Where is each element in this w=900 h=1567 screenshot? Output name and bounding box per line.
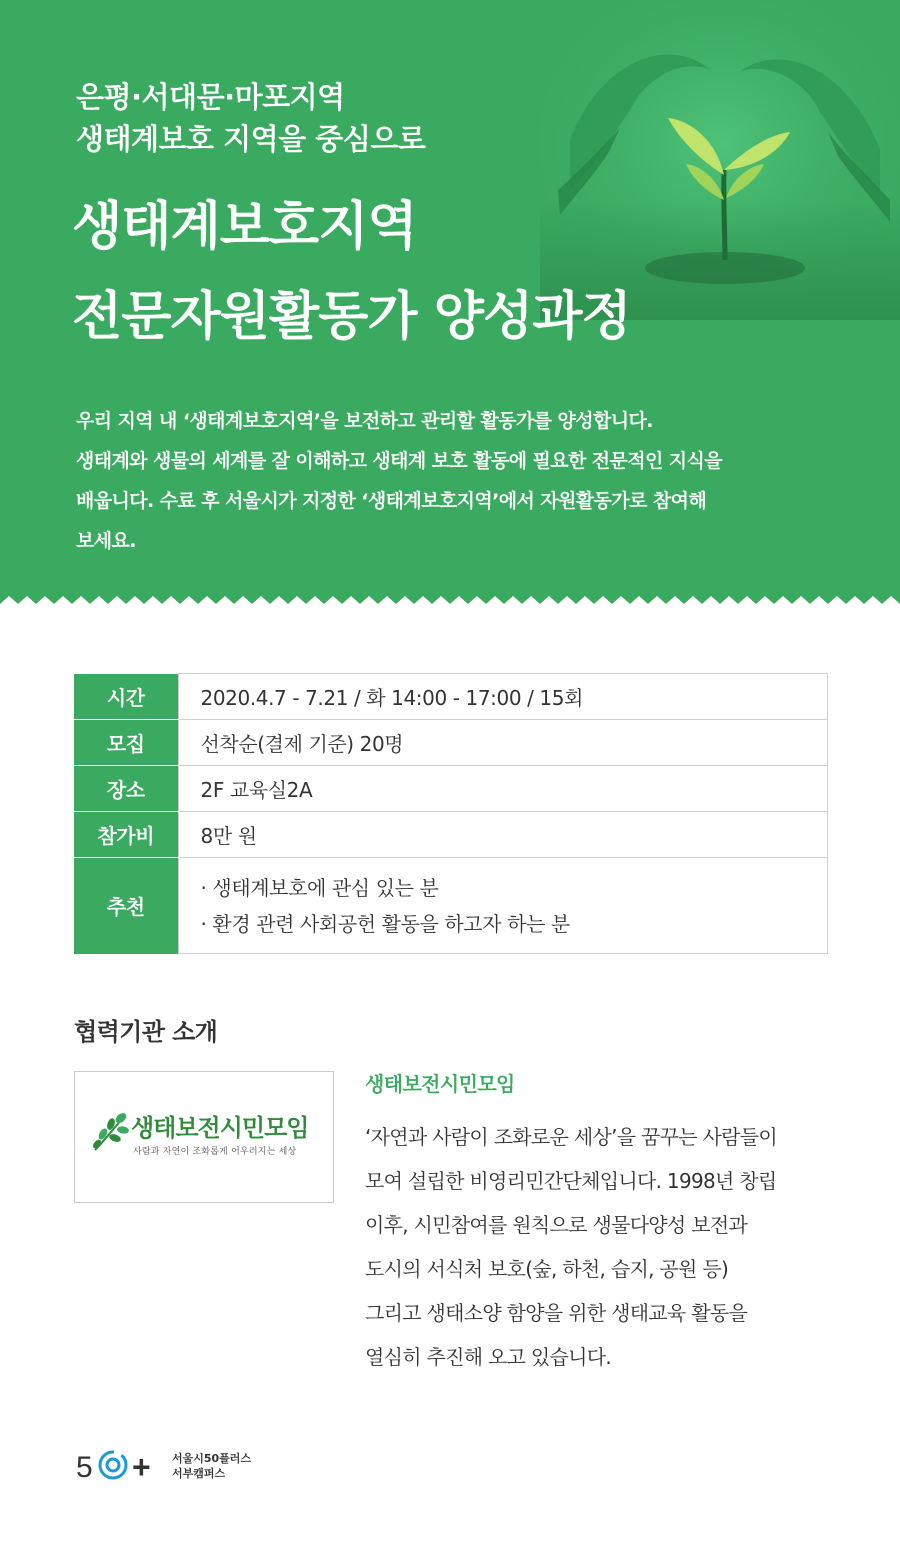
logo-wordmark: 생태보전시민모임 (131, 1114, 309, 1142)
info-row-time (74, 674, 828, 720)
logo-digit: 5 (76, 1451, 93, 1484)
info-row-recruit (74, 720, 828, 766)
info-row-place (74, 766, 828, 812)
leaf-icon (89, 1108, 135, 1156)
info-label: 참가비 (74, 812, 178, 858)
hero-desc-line: 배웁니다. 수료 후 서울시가 지정한 ‘생태계보호지역’에서 자원활동가로 참여해 (76, 490, 707, 512)
page-title-line2: 전문자원활동가 양성과정 (72, 287, 631, 347)
course-info-table (74, 673, 828, 954)
info-row-recommend (74, 858, 828, 954)
partner-heading: 협력기관 소개 (74, 1018, 218, 1046)
logo-tagline: 사람과 자연이 조화롭게 어우러지는 세상 (133, 1147, 297, 1157)
hero-subtitle-line2: 생태계보호 지역을 중심으로 (76, 122, 426, 156)
partner-name: 생태보전시민모임 (365, 1072, 515, 1096)
partner-desc-line: ‘자연과 사람이 조화로운 세상’을 꿈꾸는 사람들이 (365, 1125, 778, 1149)
page-title-line1: 생태계보호지역 (72, 197, 417, 257)
info-label: 모집 (74, 720, 178, 766)
logo-plus: + (132, 1449, 151, 1484)
footer-line2: 서부캠퍼스 (172, 1467, 226, 1480)
partner-desc-line: 이후, 시민참여를 원칙으로 생물다양성 보전과 (365, 1213, 748, 1237)
info-value: 2F 교육실2A (178, 766, 828, 812)
hero-description (76, 401, 846, 561)
zigzag-divider (0, 596, 900, 614)
hero-desc-line: 생태계와 생물의 세계를 잘 이해하고 생태계 보호 활동에 필요한 전문적인 지식을 (76, 450, 723, 472)
info-label: 시간 (74, 674, 178, 720)
partner-description (365, 1115, 835, 1379)
recommend-item: · 생태계보호에 관심 있는 분 (200, 875, 439, 900)
hero-desc-line: 보세요. (76, 530, 136, 552)
hero-subtitle (76, 76, 425, 160)
recommend-item: · 환경 관련 사회공헌 활동을 하고자 하는 분 (200, 911, 570, 936)
hero-banner (0, 0, 900, 612)
info-value: 8만 원 (178, 812, 828, 858)
info-value (178, 858, 828, 954)
info-label: 추천 (74, 858, 178, 954)
hero-desc-line: 우리 지역 내 ‘생태계보호지역’을 보전하고 관리할 활동가를 양성합니다. (76, 410, 653, 432)
footer-campus-name (172, 1451, 251, 1481)
info-value: 선착순(결제 기준) 20명 (178, 720, 828, 766)
fifty-plus-logo-icon (76, 1446, 166, 1484)
partner-desc-line: 도시의 서식처 보호(숲, 하천, 습지, 공원 등) (365, 1257, 729, 1281)
partner-desc-line: 그리고 생태소양 함양을 위한 생태교육 활동을 (365, 1301, 748, 1325)
hero-subtitle-line1: 은평·서대문·마포지역 (76, 80, 345, 114)
partner-logo (74, 1071, 334, 1203)
info-row-fee (74, 812, 828, 858)
info-value: 2020.4.7 - 7.21 / 화 14:00 - 17:00 / 15회 (178, 674, 828, 720)
footer-line1: 서울시50플러스 (172, 1452, 252, 1465)
partner-desc-line: 열심히 추진해 오고 있습니다. (365, 1345, 612, 1369)
partner-desc-line: 모여 설립한 비영리민간단체입니다. 1998년 창립 (365, 1169, 777, 1193)
info-label: 장소 (74, 766, 178, 812)
page-title (72, 182, 631, 362)
